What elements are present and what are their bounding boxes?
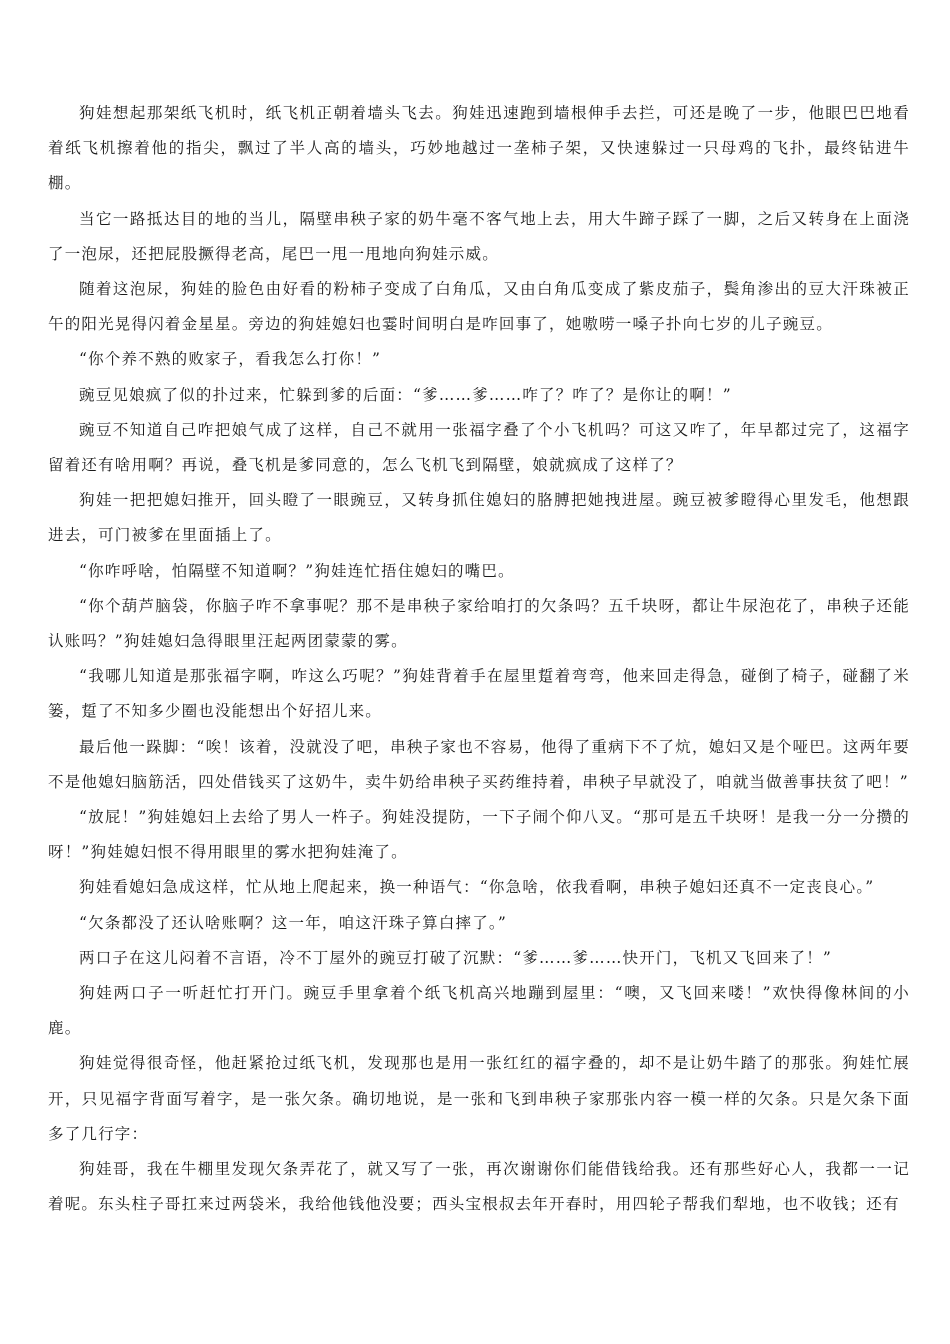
paragraph: 最后他一跺脚：“唉！该着，没就没了吧，串秧子家也不容易，他得了重病下不了炕，媳妇又是个哑巴。这两年要不是他媳妇脑筋活，四处借钱买了这奶牛，卖牛奶给串秧子买药维持着，串秧子早就没了，咱就当做善事扶贫了吧！” [48, 737, 910, 791]
paragraph: 狗娃一把把媳妇推开，回头瞪了一眼豌豆，又转身抓住媳妇的胳膊把她拽进屋。豌豆被爹瞪得心里发毛，他想跟进去，可门被爹在里面插上了。 [48, 491, 910, 545]
paragraph: “你咋呼啥，怕隔壁不知道啊？”狗娃连忙捂住媳妇的嘴巴。 [79, 561, 515, 580]
paragraph: 狗娃两口子一听赶忙打开门。豌豆手里拿着个纸飞机高兴地蹦到屋里：“噢，又飞回来喽！”欢快得像林间的小鹿。 [48, 984, 910, 1038]
paragraph: 豌豆不知道自己咋把娘气成了这样，自己不就用一张福字叠了个小飞机吗？可这又咋了，年早都过完了，这福字留着还有啥用啊？再说，叠飞机是爹同意的，怎么飞机飞到隔壁，娘就疯成了这样了？ [48, 420, 910, 475]
paragraph: 狗娃觉得很奇怪，他赶紧抢过纸飞机，发现那也是用一张红红的福字叠的，却不是让奶牛踏了的那张。狗娃忙展开，只见福字背面写着字，是一张欠条。确切地说，是一张和飞到串秧子家那张内容一模一样的欠条。只是欠条下面多了几行字： [48, 1054, 910, 1143]
paragraph: 狗娃想起那架纸飞机时，纸飞机正朝着墙头飞去。狗娃迅速跑到墙根伸手去拦，可还是晚了一步，他眼巴巴地看着纸飞机擦着他的指尖，飘过了半人高的墙头，巧妙地越过一垄柿子架，又快速躲过一只母鸡的飞扑，最终钻进牛棚。 [48, 104, 910, 193]
paragraph: 狗娃看媳妇急成这样，忙从地上爬起来，换一种语气：“你急啥，依我看啊，串秧子媳妇还真不一定丧良心。” [79, 878, 875, 897]
paragraph: “欠条都没了还认啥账啊？这一年，咱这汗珠子算白摔了。” [79, 913, 507, 932]
paragraph: 当它一路抵达目的地的当儿，隔壁串秧子家的奶牛毫不客气地上去，用大牛蹄子踩了一脚，之后又转身在上面浇了一泡尿，还把屁股撅得老高，尾巴一甩一甩地向狗娃示威。 [48, 209, 910, 263]
paragraph: “你个养不熟的败家子，看我怎么打你！” [79, 350, 382, 369]
paragraph: “我哪儿知道是那张福字啊，咋这么巧呢？”狗娃背着手在屋里踅着弯弯，他来回走得急，碰倒了椅子，碰翻了米篓，踅了不知多少圈也没能想出个好招儿来。 [48, 667, 910, 721]
paragraph: 豌豆见娘疯了似的扑过来，忙躲到爹的后面：“爹……爹……咋了？咋了？是你让的啊！” [79, 385, 732, 404]
paragraph: 狗娃哥，我在牛棚里发现欠条弄花了，就又写了一张，再次谢谢你们能借钱给我。还有那些好心人，我都一一记着呢。东头柱子哥扛来过两袋米，我给他钱他没要；西头宝根叔去年开春时，用四轮子帮我们犁地，也不收钱；还有 [48, 1160, 910, 1214]
paragraph: 随着这泡尿，狗娃的脸色由好看的粉柿子变成了白角瓜，又由白角瓜变成了紫皮茄子，鬓角渗出的豆大汗珠被正午的阳光晃得闪着金星星。旁边的狗娃媳妇也霎时间明白是咋回事了，她嗷唠一嗓子扑向七岁的儿子豌豆。 [48, 280, 910, 334]
paragraph: “放屁！”狗娃媳妇上去给了男人一杵子。狗娃没提防，一下子闹个仰八叉。“那可是五千块呀！是我一分一分攒的呀！”狗娃媳妇恨不得用眼里的雾水把狗娃淹了。 [48, 808, 910, 862]
paragraph: “你个葫芦脑袋，你脑子咋不拿事呢？那不是串秧子家给咱打的欠条吗？五千块呀，都让牛尿泡花了，串秧子还能认账吗？”狗娃媳妇急得眼里汪起两团蒙蒙的雾。 [48, 596, 910, 651]
story-text [48, 96, 910, 1223]
paragraph: 两口子在这儿闷着不言语，冷不丁屋外的豌豆打破了沉默：“爹……爹……快开门，飞机又飞回来了！” [79, 948, 833, 967]
